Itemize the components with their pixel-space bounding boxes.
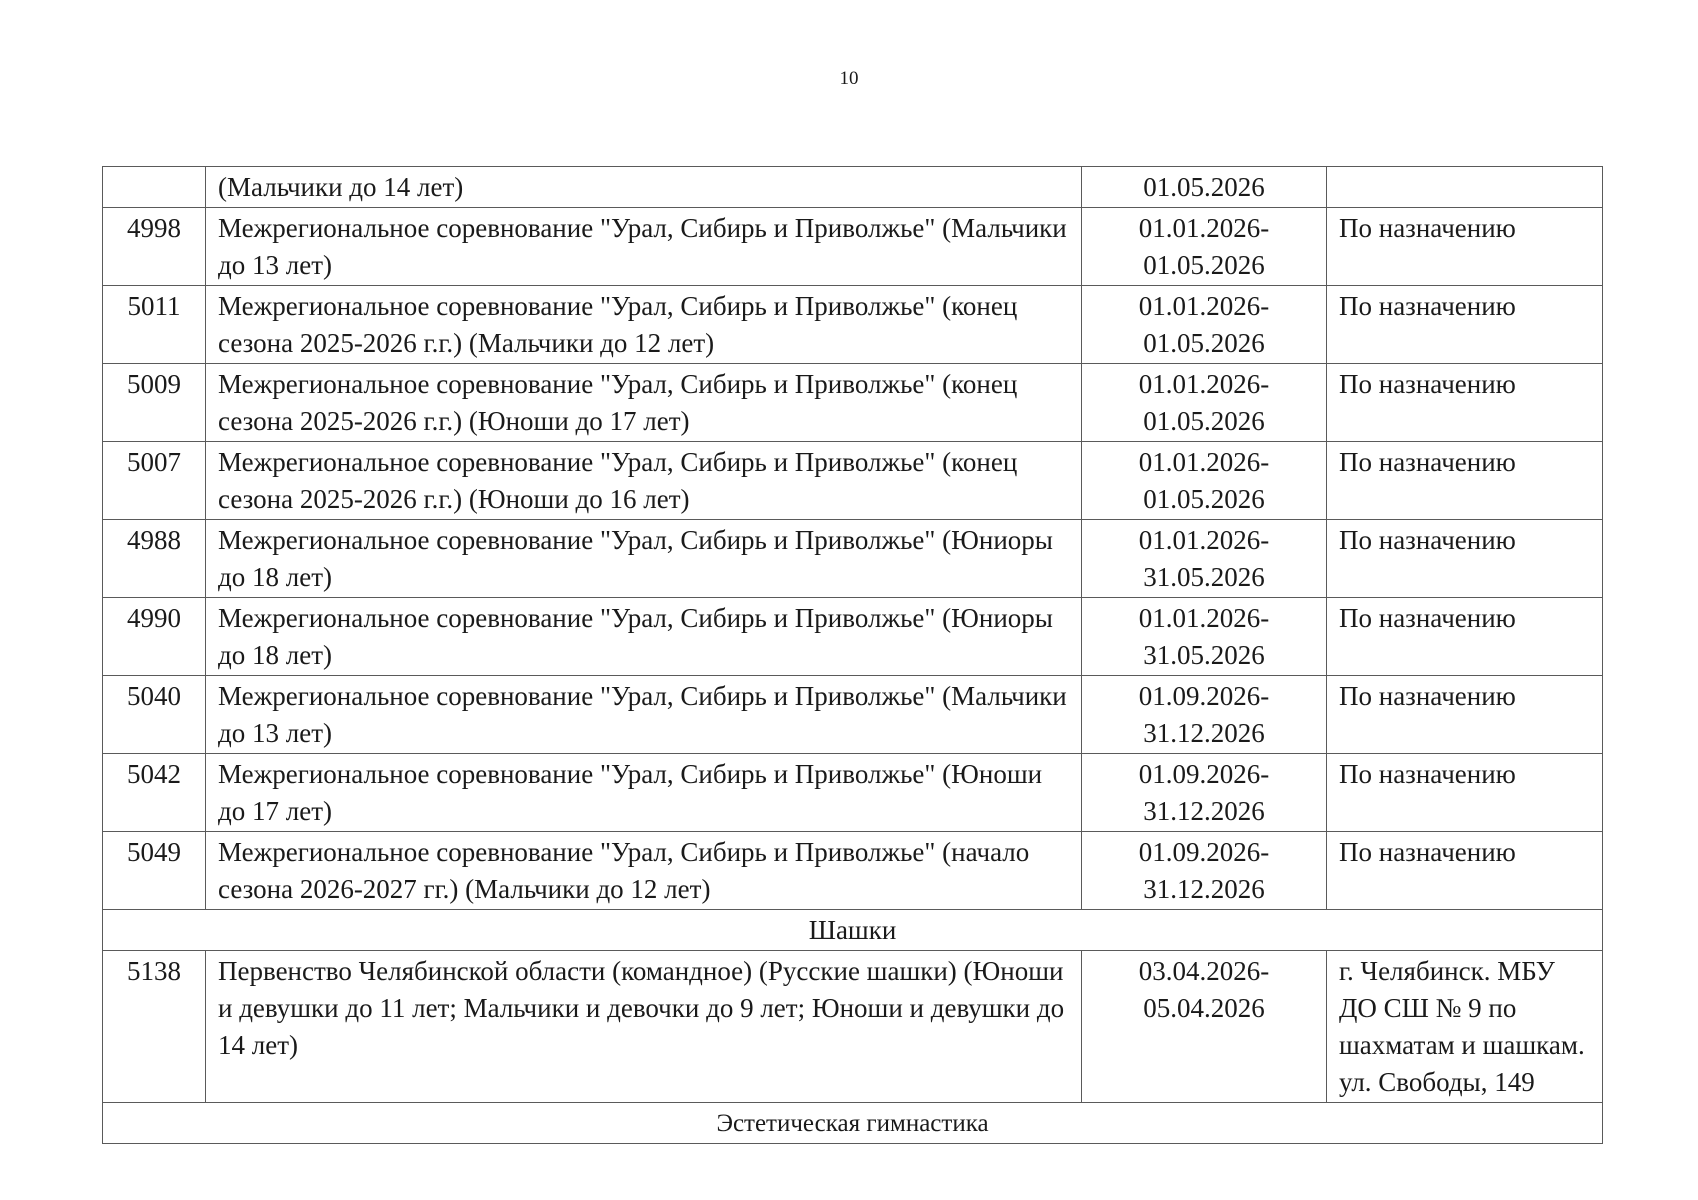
table-row xyxy=(103,951,1603,1103)
table-row xyxy=(103,364,1603,442)
section-header-row xyxy=(103,1103,1603,1144)
event-name-cell: Межрегиональное соревнование "Урал, Сибирь и Приволжье" (конец сезона 2025-2026 г.г.) (Юноши до 17 лет) xyxy=(206,364,1082,442)
table-row xyxy=(103,520,1603,598)
event-dates-cell: 01.01.2026-01.05.2026 xyxy=(1082,364,1327,442)
event-place-cell: По назначению xyxy=(1327,286,1603,364)
table-row xyxy=(103,598,1603,676)
event-dates-cell: 01.09.2026-31.12.2026 xyxy=(1082,754,1327,832)
event-id-cell: 5138 xyxy=(103,951,206,1103)
event-place-cell: По назначению xyxy=(1327,598,1603,676)
event-dates-cell: 01.01.2026-01.05.2026 xyxy=(1082,286,1327,364)
section-title-aesthetic-gymnastics: Эстетическая гимнастика xyxy=(103,1103,1603,1144)
table-row xyxy=(103,208,1603,286)
table-row xyxy=(103,676,1603,754)
table-row xyxy=(103,167,1603,208)
table-row xyxy=(103,442,1603,520)
event-dates-cell: 01.01.2026-31.05.2026 xyxy=(1082,598,1327,676)
event-place-cell: г. Челябинск. МБУ ДО СШ № 9 по шахматам и шашкам. ул. Свободы, 149 xyxy=(1327,951,1603,1103)
event-name-cell: Межрегиональное соревнование "Урал, Сибирь и Приволжье" (Юноши до 17 лет) xyxy=(206,754,1082,832)
table-row xyxy=(103,832,1603,910)
event-dates-cell: 01.01.2026-31.05.2026 xyxy=(1082,520,1327,598)
event-place-cell xyxy=(1327,167,1603,208)
event-id-cell xyxy=(103,167,206,208)
event-place-cell: По назначению xyxy=(1327,832,1603,910)
section-title-checkers: Шашки xyxy=(103,910,1603,951)
table-row xyxy=(103,286,1603,364)
event-id-cell: 4998 xyxy=(103,208,206,286)
event-id-cell: 5042 xyxy=(103,754,206,832)
event-dates-cell: 01.09.2026-31.12.2026 xyxy=(1082,676,1327,754)
event-place-cell: По назначению xyxy=(1327,208,1603,286)
event-place-cell: По назначению xyxy=(1327,364,1603,442)
event-id-cell: 5009 xyxy=(103,364,206,442)
section-header-row xyxy=(103,910,1603,951)
event-name-cell: Межрегиональное соревнование "Урал, Сибирь и Приволжье" (конец сезона 2025-2026 г.г.) (Мальчики до 12 лет) xyxy=(206,286,1082,364)
event-dates-cell: 01.05.2026 xyxy=(1082,167,1327,208)
event-dates-cell: 01.09.2026-31.12.2026 xyxy=(1082,832,1327,910)
event-id-cell: 4988 xyxy=(103,520,206,598)
event-name-cell: Межрегиональное соревнование "Урал, Сибирь и Приволжье" (Мальчики до 13 лет) xyxy=(206,208,1082,286)
event-id-cell: 4990 xyxy=(103,598,206,676)
event-name-cell: Первенство Челябинской области (командное) (Русские шашки) (Юноши и девушки до 11 лет; Мальчики и девочки до 9 лет; Юноши и девушки до 14 лет) xyxy=(206,951,1082,1103)
event-name-cell: (Мальчики до 14 лет) xyxy=(206,167,1082,208)
event-name-cell: Межрегиональное соревнование "Урал, Сибирь и Приволжье" (Юниоры до 18 лет) xyxy=(206,520,1082,598)
event-place-cell: По назначению xyxy=(1327,520,1603,598)
event-dates-cell: 03.04.2026-05.04.2026 xyxy=(1082,951,1327,1103)
table-row xyxy=(103,754,1603,832)
event-name-cell: Межрегиональное соревнование "Урал, Сибирь и Приволжье" (конец сезона 2025-2026 г.г.) (Юноши до 16 лет) xyxy=(206,442,1082,520)
event-place-cell: По назначению xyxy=(1327,676,1603,754)
event-name-cell: Межрегиональное соревнование "Урал, Сибирь и Приволжье" (Юниоры до 18 лет) xyxy=(206,598,1082,676)
event-name-cell: Межрегиональное соревнование "Урал, Сибирь и Приволжье" (Мальчики до 13 лет) xyxy=(206,676,1082,754)
event-place-cell: По назначению xyxy=(1327,754,1603,832)
event-id-cell: 5040 xyxy=(103,676,206,754)
competition-schedule-table xyxy=(102,166,1603,1144)
event-id-cell: 5007 xyxy=(103,442,206,520)
event-dates-cell: 01.01.2026-01.05.2026 xyxy=(1082,208,1327,286)
page-number: 10 xyxy=(839,68,859,89)
event-dates-cell: 01.01.2026-01.05.2026 xyxy=(1082,442,1327,520)
event-id-cell: 5011 xyxy=(103,286,206,364)
event-id-cell: 5049 xyxy=(103,832,206,910)
event-name-cell: Межрегиональное соревнование "Урал, Сибирь и Приволжье" (начало сезона 2026-2027 гг.) (Мальчики до 12 лет) xyxy=(206,832,1082,910)
event-place-cell: По назначению xyxy=(1327,442,1603,520)
table-body xyxy=(103,167,1603,1144)
